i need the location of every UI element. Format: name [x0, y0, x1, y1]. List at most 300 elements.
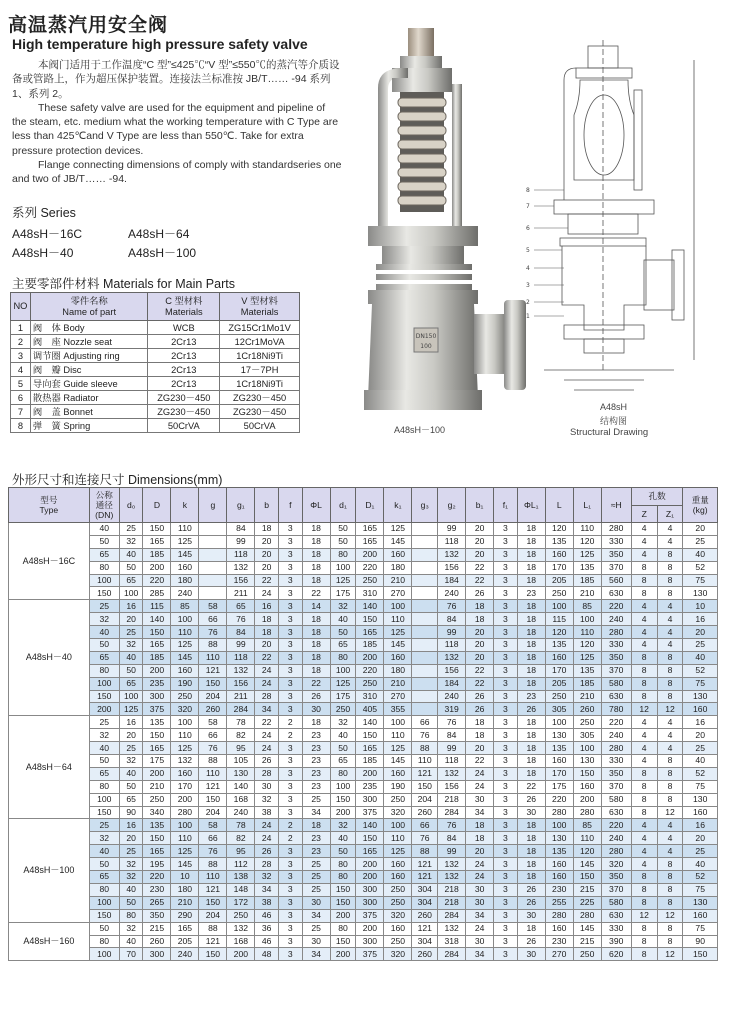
- dimensions-cell: 80: [89, 561, 119, 574]
- dimensions-cell: 320: [601, 858, 631, 871]
- dimensions-cell: 125: [171, 845, 199, 858]
- dimensions-cell: 250: [171, 690, 199, 703]
- dimensions-header-cell: f: [278, 488, 302, 523]
- dimensions-cell: 8: [657, 664, 683, 677]
- dimensions-cell: 115: [143, 600, 171, 613]
- dimensions-cell: 24: [255, 819, 279, 832]
- dimensions-cell: 23: [302, 832, 330, 845]
- dimensions-cell: 170: [545, 561, 573, 574]
- dimensions-cell: 8: [631, 922, 657, 935]
- dimensions-cell: 2: [278, 832, 302, 845]
- dimensions-row: [9, 561, 718, 574]
- dimensions-cell: 4: [657, 639, 683, 652]
- intro-text: [12, 58, 342, 187]
- dimensions-row: [9, 535, 718, 548]
- dimensions-cell: 8: [657, 896, 683, 909]
- dimensions-cell: 200: [356, 651, 384, 664]
- dimensions-header-cell: b: [255, 488, 279, 523]
- dimensions-cell: 32: [330, 819, 356, 832]
- dimensions-cell: 26: [517, 883, 545, 896]
- materials-cell: 调节圈 Adjusting ring: [30, 349, 148, 363]
- dimensions-row: [9, 523, 718, 536]
- dimensions-cell: 150: [89, 806, 119, 819]
- dimensions-cell: 3: [278, 858, 302, 871]
- dimensions-cell: 110: [199, 871, 227, 884]
- dimensions-cell: 205: [171, 935, 199, 948]
- dimensions-row: [9, 600, 718, 613]
- dimensions-cell: 18: [517, 677, 545, 690]
- dimensions-cell: 84: [438, 832, 466, 845]
- materials-cell: 50CrVA: [148, 419, 220, 433]
- materials-cell: WCB: [148, 321, 220, 335]
- dimensions-cell: 3: [494, 651, 518, 664]
- dimensions-cell: 168: [227, 935, 255, 948]
- dimensions-cell: 200: [330, 948, 356, 961]
- dimensions-cell: 40: [89, 626, 119, 639]
- dimensions-cell: 118: [227, 651, 255, 664]
- dimensions-cell: 305: [545, 703, 573, 716]
- dimensions-cell: 250: [384, 793, 412, 806]
- dimensions-cell: 185: [356, 755, 384, 768]
- dimensions-cell: 40: [683, 858, 718, 871]
- dimensions-cell: 18: [517, 613, 545, 626]
- dimensions-cell: 3: [494, 742, 518, 755]
- dimensions-cell: 40: [683, 548, 718, 561]
- materials-cell: 2Cr13: [148, 363, 220, 377]
- dimensions-cell: 112: [227, 858, 255, 871]
- dimensions-cell: [412, 651, 438, 664]
- svg-text:DN150: DN150: [415, 333, 437, 340]
- dimensions-header-cell: 重量 (kg): [683, 488, 718, 523]
- dimensions-cell: 65: [119, 793, 143, 806]
- dimensions-cell: 18: [302, 626, 330, 639]
- dimensions-cell: 200: [143, 664, 171, 677]
- dimensions-cell: 3: [494, 871, 518, 884]
- dimensions-cell: [412, 535, 438, 548]
- dimensions-cell: 165: [143, 535, 171, 548]
- dimensions-cell: 8: [631, 574, 657, 587]
- dimensions-cell: 8: [631, 651, 657, 664]
- dimensions-cell: 4: [631, 858, 657, 871]
- dimensions-cell: 150: [89, 909, 119, 922]
- dimensions-cell: 34: [466, 909, 494, 922]
- dimensions-cell: 150: [199, 948, 227, 961]
- dimensions-cell: 52: [683, 871, 718, 884]
- dimensions-cell: 24: [466, 922, 494, 935]
- dimensions-cell: 3: [494, 716, 518, 729]
- dimensions-cell: 165: [356, 742, 384, 755]
- series-heading: 系列 Series: [12, 206, 76, 220]
- dimensions-cell: 25: [119, 523, 143, 536]
- materials-cell: ZG15Cr1Mo1V: [220, 321, 300, 335]
- dimensions-row: [9, 587, 718, 600]
- dimensions-cell: 18: [517, 574, 545, 587]
- dimensions-cell: 3: [494, 845, 518, 858]
- dimensions-cell: 12: [631, 909, 657, 922]
- dimensions-cell: 300: [143, 948, 171, 961]
- dimensions-cell: 130: [683, 793, 718, 806]
- dimensions-cell: 18: [302, 561, 330, 574]
- dimensions-cell: 78: [227, 819, 255, 832]
- dimensions-cell: 150: [89, 587, 119, 600]
- dimensions-cell: 230: [143, 883, 171, 896]
- dimensions-cell: 125: [171, 535, 199, 548]
- dimensions-cell: 100: [89, 896, 119, 909]
- dimensions-header-cell: f₁: [494, 488, 518, 523]
- dimensions-row: [9, 806, 718, 819]
- dimensions-cell: 280: [601, 626, 631, 639]
- dimensions-cell: 205: [545, 677, 573, 690]
- dimensions-cell: 150: [412, 780, 438, 793]
- dimensions-cell: 125: [573, 651, 601, 664]
- dimensions-cell: 12: [657, 909, 683, 922]
- dimensions-cell: 145: [573, 922, 601, 935]
- dimensions-cell: 8: [657, 780, 683, 793]
- dimensions-row: [9, 755, 718, 768]
- dimensions-cell: 225: [573, 896, 601, 909]
- dimensions-cell: 100: [119, 690, 143, 703]
- dimensions-header-cell: ≈H: [601, 488, 631, 523]
- dimensions-cell: 120: [545, 523, 573, 536]
- dimensions-cell: 130: [683, 896, 718, 909]
- dimensions-cell: 125: [384, 845, 412, 858]
- dimensions-cell: 240: [438, 690, 466, 703]
- dimensions-cell: 250: [384, 896, 412, 909]
- dimensions-type-cell: A48sH－40: [9, 600, 90, 716]
- dimensions-cell: 284: [438, 909, 466, 922]
- dimensions-cell: 34: [302, 948, 330, 961]
- dimensions-cell: 280: [573, 909, 601, 922]
- dimensions-cell: 25: [683, 742, 718, 755]
- dimensions-cell: 280: [171, 806, 199, 819]
- dimensions-cell: 16: [119, 819, 143, 832]
- dimensions-cell: 8: [631, 677, 657, 690]
- dimensions-cell: 16: [683, 716, 718, 729]
- dimensions-cell: 23: [302, 729, 330, 742]
- dimensions-cell: 140: [227, 780, 255, 793]
- dimensions-cell: 4: [631, 716, 657, 729]
- dimensions-cell: 8: [657, 690, 683, 703]
- dimensions-cell: 18: [517, 716, 545, 729]
- dimensions-cell: 4: [631, 729, 657, 742]
- dimensions-cell: 25: [302, 883, 330, 896]
- dimensions-cell: 76: [199, 626, 227, 639]
- dimensions-cell: 110: [384, 832, 412, 845]
- dimensions-cell: 165: [171, 922, 199, 935]
- dimensions-cell: 3: [494, 561, 518, 574]
- materials-cell: 导向套 Guide sleeve: [30, 377, 148, 391]
- dimensions-cell: 250: [356, 574, 384, 587]
- dimensions-cell: 130: [683, 587, 718, 600]
- dimensions-cell: 32: [330, 716, 356, 729]
- dimensions-cell: 75: [683, 574, 718, 587]
- dimensions-cell: 138: [227, 871, 255, 884]
- dimensions-cell: 20: [255, 548, 279, 561]
- dimensions-cell: 32: [119, 755, 143, 768]
- dimensions-cell: 82: [227, 832, 255, 845]
- svg-text:8: 8: [526, 187, 530, 194]
- dimensions-cell: 160: [545, 651, 573, 664]
- dimensions-cell: 20: [466, 639, 494, 652]
- dimensions-cell: 110: [573, 626, 601, 639]
- svg-text:7: 7: [526, 203, 530, 210]
- dimensions-cell: [199, 561, 227, 574]
- materials-row: [11, 391, 300, 405]
- dimensions-cell: 125: [384, 626, 412, 639]
- dimensions-cell: 4: [631, 845, 657, 858]
- dimensions-cell: 32: [330, 600, 356, 613]
- dimensions-cell: 3: [494, 767, 518, 780]
- dimensions-cell: 4: [657, 600, 683, 613]
- dimensions-cell: 355: [384, 703, 412, 716]
- dimensions-cell: 330: [601, 922, 631, 935]
- dimensions-cell: 100: [573, 613, 601, 626]
- dimensions-cell: 8: [631, 664, 657, 677]
- dimensions-cell: 88: [199, 922, 227, 935]
- dimensions-cell: 375: [356, 909, 384, 922]
- dimensions-cell: 184: [438, 574, 466, 587]
- dimensions-cell: 16: [683, 613, 718, 626]
- dimensions-cell: 18: [302, 523, 330, 536]
- dimensions-cell: 18: [466, 832, 494, 845]
- dimensions-cell: 99: [227, 639, 255, 652]
- dimensions-cell: 230: [545, 935, 573, 948]
- dimensions-row: [9, 935, 718, 948]
- dimensions-cell: 18: [302, 716, 330, 729]
- dimensions-cell: 24: [255, 677, 279, 690]
- dimensions-cell: 18: [302, 664, 330, 677]
- dimensions-cell: 50: [330, 523, 356, 536]
- dimensions-cell: 320: [384, 806, 412, 819]
- dimensions-cell: 3: [278, 535, 302, 548]
- dimensions-cell: 150: [143, 523, 171, 536]
- dimensions-cell: 3: [278, 909, 302, 922]
- dimensions-cell: 24: [466, 767, 494, 780]
- dimensions-cell: 18: [517, 639, 545, 652]
- dimensions-cell: 160: [683, 806, 718, 819]
- dimensions-cell: 260: [573, 703, 601, 716]
- dimensions-cell: 160: [384, 871, 412, 884]
- dimensions-cell: 165: [356, 523, 384, 536]
- dimensions-cell: 132: [227, 922, 255, 935]
- dimensions-cell: 135: [143, 819, 171, 832]
- dimensions-cell: 3: [494, 600, 518, 613]
- dimensions-cell: 319: [438, 703, 466, 716]
- dimensions-cell: 184: [438, 677, 466, 690]
- dimensions-cell: 255: [545, 896, 573, 909]
- svg-text:5: 5: [526, 247, 530, 254]
- dimensions-cell: 76: [199, 742, 227, 755]
- dimensions-cell: 200: [356, 871, 384, 884]
- dimensions-cell: 150: [330, 896, 356, 909]
- dimensions-cell: 110: [199, 651, 227, 664]
- dimensions-cell: 120: [573, 639, 601, 652]
- dimensions-cell: 220: [356, 561, 384, 574]
- dimensions-cell: 180: [171, 883, 199, 896]
- dimensions-cell: 20: [466, 523, 494, 536]
- dimensions-cell: 4: [631, 742, 657, 755]
- materials-header-cell: V 型材料 Materials: [220, 293, 300, 321]
- dimensions-cell: 90: [683, 935, 718, 948]
- dimensions-cell: 145: [171, 548, 199, 561]
- dimensions-cell: 3: [494, 948, 518, 961]
- dimensions-cell: 135: [545, 535, 573, 548]
- dimensions-header-cell: 孔数: [631, 488, 683, 506]
- dimensions-row: [9, 767, 718, 780]
- dimensions-cell: 4: [631, 819, 657, 832]
- dimensions-cell: 240: [601, 832, 631, 845]
- dimensions-cell: 34: [302, 806, 330, 819]
- dimensions-cell: 150: [330, 883, 356, 896]
- dimensions-cell: 4: [657, 716, 683, 729]
- dimensions-cell: 250: [573, 716, 601, 729]
- dimensions-cell: 260: [143, 935, 171, 948]
- dimensions-cell: 160: [545, 858, 573, 871]
- dimensions-cell: 3: [494, 703, 518, 716]
- dimensions-cell: 4: [657, 819, 683, 832]
- dimensions-cell: 204: [199, 806, 227, 819]
- dimensions-cell: 34: [466, 948, 494, 961]
- dimensions-cell: 120: [573, 535, 601, 548]
- dimensions-cell: 20: [119, 832, 143, 845]
- dimensions-cell: 160: [384, 651, 412, 664]
- dimensions-cell: 150: [683, 948, 718, 961]
- dimensions-cell: 120: [545, 626, 573, 639]
- dimensions-cell: 16: [255, 600, 279, 613]
- photo-caption: A48sH－100: [394, 425, 446, 435]
- dimensions-header-cell: d₁: [330, 488, 356, 523]
- dimensions-cell: 80: [330, 548, 356, 561]
- dimensions-cell: [199, 574, 227, 587]
- materials-cell: 1: [11, 321, 31, 335]
- dimensions-cell: [199, 587, 227, 600]
- dimensions-cell: 185: [143, 651, 171, 664]
- dimensions-cell: 23: [302, 742, 330, 755]
- dimensions-cell: 50: [119, 896, 143, 909]
- dimensions-cell: 200: [330, 806, 356, 819]
- dimensions-cell: 76: [438, 716, 466, 729]
- dimensions-cell: 235: [356, 780, 384, 793]
- dimensions-cell: 132: [438, 767, 466, 780]
- materials-row: [11, 419, 300, 433]
- dimensions-cell: 260: [412, 806, 438, 819]
- dimensions-cell: 20: [255, 561, 279, 574]
- materials-table: [10, 292, 300, 433]
- materials-cell: ZG230－450: [148, 405, 220, 419]
- dimensions-cell: 65: [89, 767, 119, 780]
- dimensions-cell: 46: [255, 909, 279, 922]
- drawing-caption-en: Structural Drawing: [570, 427, 649, 438]
- dimensions-cell: 130: [545, 729, 573, 742]
- dimensions-cell: 23: [517, 690, 545, 703]
- dimensions-cell: 4: [631, 755, 657, 768]
- dimensions-cell: 121: [199, 883, 227, 896]
- dimensions-cell: 78: [227, 716, 255, 729]
- dimensions-cell: 300: [356, 793, 384, 806]
- dimensions-cell: 32: [119, 639, 143, 652]
- dimensions-cell: 172: [227, 896, 255, 909]
- dimensions-cell: 270: [384, 587, 412, 600]
- dimensions-cell: 95: [227, 845, 255, 858]
- dimensions-cell: 32: [89, 613, 119, 626]
- dimensions-cell: 25: [683, 535, 718, 548]
- materials-cell: 阀 盖 Bonnet: [30, 405, 148, 419]
- dimensions-cell: 88: [199, 858, 227, 871]
- dimensions-cell: 121: [199, 935, 227, 948]
- dimensions-cell: 156: [227, 574, 255, 587]
- dimensions-cell: 30: [302, 703, 330, 716]
- dimensions-cell: 160: [545, 871, 573, 884]
- dimensions-cell: 160: [171, 767, 199, 780]
- dimensions-cell: 8: [631, 561, 657, 574]
- dimensions-cell: 210: [171, 896, 199, 909]
- dimensions-cell: 40: [330, 832, 356, 845]
- dimensions-cell: 4: [631, 832, 657, 845]
- dimensions-cell: 4: [631, 548, 657, 561]
- dimensions-cell: 145: [171, 651, 199, 664]
- dimensions-cell: 200: [356, 922, 384, 935]
- dimensions-cell: 160: [545, 922, 573, 935]
- dimensions-cell: 18: [517, 548, 545, 561]
- dimensions-cell: 125: [384, 742, 412, 755]
- dimensions-cell: 12: [657, 948, 683, 961]
- dimensions-cell: 65: [330, 639, 356, 652]
- dimensions-cell: 18: [302, 535, 330, 548]
- dimensions-row: [9, 948, 718, 961]
- page-title-en: High temperature high pressure safety valve: [12, 36, 308, 52]
- dimensions-cell: 121: [412, 767, 438, 780]
- dimensions-cell: 8: [657, 574, 683, 587]
- dimensions-cell: 52: [683, 664, 718, 677]
- dimensions-cell: 76: [412, 729, 438, 742]
- dimensions-cell: 185: [573, 574, 601, 587]
- dimensions-cell: 145: [171, 858, 199, 871]
- dimensions-cell: 25: [302, 858, 330, 871]
- dimensions-cell: 40: [89, 845, 119, 858]
- dimensions-cell: 18: [517, 626, 545, 639]
- dimensions-row: [9, 742, 718, 755]
- dimensions-cell: 40: [683, 755, 718, 768]
- dimensions-cell: 230: [545, 883, 573, 896]
- dimensions-cell: 24: [466, 858, 494, 871]
- materials-cell: 2: [11, 335, 31, 349]
- dimensions-cell: 18: [255, 613, 279, 626]
- dimensions-cell: 4: [657, 523, 683, 536]
- intro-paragraph-en: These safety valve are used for the equipment and pipeline of the steam, etc. medium what the working temperature with C Type are less than 425℃and V Type are less than 550℃. Take for extra pressure protection devices.: [12, 101, 339, 157]
- dimensions-cell: 25: [119, 742, 143, 755]
- dimensions-cell: 3: [494, 819, 518, 832]
- dimensions-cell: 99: [438, 523, 466, 536]
- dimensions-row: [9, 703, 718, 716]
- dimensions-cell: 26: [517, 935, 545, 948]
- dimensions-cell: 18: [517, 845, 545, 858]
- dimensions-cell: 80: [330, 858, 356, 871]
- dimensions-cell: 100: [89, 793, 119, 806]
- dimensions-cell: 145: [384, 535, 412, 548]
- dimensions-cell: 280: [601, 523, 631, 536]
- dimensions-cell: 26: [466, 587, 494, 600]
- dimensions-cell: 100: [89, 677, 119, 690]
- dimensions-cell: 38: [255, 896, 279, 909]
- dimensions-cell: 3: [494, 613, 518, 626]
- structural-drawing: [524, 40, 724, 395]
- dimensions-cell: 65: [89, 548, 119, 561]
- dimensions-cell: 4: [631, 613, 657, 626]
- dimensions-cell: 88: [412, 845, 438, 858]
- dimensions-cell: 630: [601, 587, 631, 600]
- dimensions-cell: 100: [384, 716, 412, 729]
- dimensions-cell: 205: [545, 574, 573, 587]
